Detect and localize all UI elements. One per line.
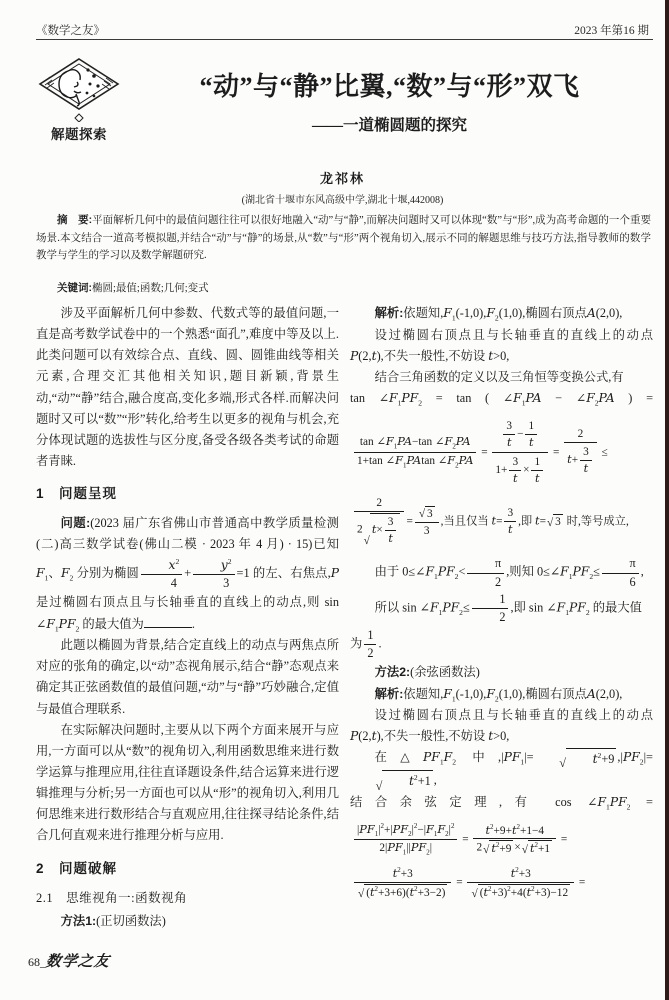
- paragraph: 解析:依题知$,F_1(-1,0),F_2(1,0)$,椭圆右顶点A(2,0),: [374, 306, 623, 323]
- page-header: [36, 22, 649, 38]
- keywords-text: 椭圆;最值;函数;几何;变式: [92, 283, 209, 294]
- formula-block: $\frac{|PF_1|^2+|PF_2|^2-|F_1F_2|^2}{2|PF_1||PF_2|}$ = $t^2+9+t^2+1-4$ 2 √ $t^2+9$ × √ $t^2+1$ =: [350, 821, 653, 859]
- formula-block: $\tan \angle F_1PF_2 = \tan$ ( $\angle F_1PA$ − $\angle F_2PA$ ) =: [350, 390, 653, 408]
- paragraph: 解析:依题知$,F_1(-1,0),F_2(1,0)$,椭圆右顶点A(2,0),: [374, 686, 623, 704]
- paragraph: 问题:(2023 届广东省佛山市普通高中教学质量检测(二)高三数学试卷(佛山二模 · 2023 年 4 月) · 15)已知 $F_1$、$F_2$ 分别为椭圆 $\frac{x^2}{4}$ + $\frac{y^2}{3}$ =1 的左、右焦点,P 是过椭圆右顶点且与长轴垂直的直线上的动点,则 $\sin \angle F_1PF_2$ 的最大值为 .: [36, 516, 339, 634]
- author-affiliation: (湖北省十堰市东风高级中学,湖北十堰,442008): [241, 195, 444, 206]
- section-heading: 2 问题破解: [36, 860, 118, 876]
- paragraph: 此题以椭圆为背景,结合定直线上的动点与两焦点所对应的张角的确定,以“动”态视角展示,结合“静”态观点来确定其正弦函数值的最值问题,“动”与“静”巧妙融合,定值与最值合理联系.: [36, 638, 339, 716]
- header-rule: [36, 39, 653, 40]
- abstract-label: 摘 要:: [57, 214, 93, 226]
- section-heading: 1 问题呈现: [36, 486, 118, 502]
- formula-block: 2 2 √ t× $\frac{3}{t}$ = √ 3 3 ,当且仅当 t= $\frac{3}{t}$ ,即 t= √ 3 时,等号成立,: [350, 495, 653, 548]
- column-logo-label: 解题探索: [51, 127, 107, 142]
- article-title: “动”与“静”比翼,“数”与“形”双飞: [199, 72, 580, 101]
- formula-block: $t^2+3$ √ $(t^2+3+6)(t^2+3-2)$ = $t^2+3$ √ $(t^2+3)^2+4(t^2+3)-12$ =: [350, 865, 653, 901]
- paragraph: 在$\triangle PF_1F_2$ 中$,|PF_1|=$ √ $t^2+9$ $,|PF_2|=$ √ $t^2+1$ ,: [350, 747, 653, 792]
- keywords-label: 关键词:: [57, 282, 92, 294]
- column-logo: [36, 58, 122, 143]
- author-name: 龙祁林: [319, 171, 365, 186]
- paragraph: 结合三角函数的定义以及三角恒等变换公式,有: [374, 369, 624, 384]
- subsection-heading: 2.1 思维视角一:函数视角: [36, 890, 188, 905]
- thinker-emblem-icon: [38, 58, 120, 122]
- paragraph: 方法2:(余弦函数法): [374, 665, 480, 680]
- abstract-text: 平面解析几何中的最值问题往往可以很好地融入“动”与“静”,而解决问题时又可以体现“数”与“形”,成为高考命题的一个重要场景.本文结合一道高考模拟题,并结合“动”与“静”的场景,从“数”与“形”两个视角切入,展示不同的解题思维与技巧方法,指导教师的数学教学与学生的学习以及数学解题研究.: [36, 215, 652, 262]
- paragraph: 设过椭圆右顶点且与长轴垂直的直线上的动点 P(2,t),不失一般性,不妨设 t>0,: [350, 327, 653, 363]
- journal-name: 《数学之友》: [36, 25, 105, 37]
- paragraph: 为 $\frac{1}{2}$ .: [350, 627, 382, 661]
- paragraph: 由于 $0\le\angle F_1PF_2<$ $\frac{\pi}{2}$ ,则知 $0\le\angle F_1PF_2\le$ $\frac{\pi}{6}$ ,: [374, 556, 644, 589]
- page-number: 68: [28, 955, 40, 969]
- paragraph: 在实际解决问题时,主要从以下两个方面来展开与应用,一方面可以从“数”的视角切入,利用函数思维来进行数学运算与推理应用,往往直译题设条件,结合运算来进行逻辑推理与分析;另一方面也可以从“形”的视角切入,利用几何思维来进行数形结合与直观应用,往往探寻结论条件,结合几何直观来进行推理分析与应用.: [36, 722, 339, 843]
- abstract: [36, 212, 651, 265]
- issue-label: 2023 年第16 期: [574, 25, 649, 37]
- page-edge-line: [665, 0, 669, 1000]
- formula-block: 结合余弦定理,有 $\cos \angle F_1PF_2$ =: [350, 795, 653, 812]
- right-column: [350, 303, 653, 908]
- page-footer: [28, 950, 110, 971]
- journal-brand: 数学之友: [45, 954, 111, 970]
- left-column: [36, 303, 339, 932]
- paragraph: 涉及平面解析几何中参数、代数式等的最值问题,一直是高考数学试卷中的一个熟悉“面孔”,难度中等及以上.此类问题可以有效综合点、直线、圆、圆锥曲线等相关元素,合理交汇其他相关知识,题目新颖,背景生动,“动”“静”结合,融合度高,变化多端,形式各样.而解决问题时又可以“数”“形”转化,给考生以更多的视角与机会,充分体现试题的选拔性与区分度,备受各级各类考试的命题者青睐.: [36, 306, 339, 468]
- paragraph: 所以 $\sin \angle F_1PF_2\le$ $\frac{1}{2}$ ,即 $\sin \angle F_1PF_2$ 的最大值: [374, 592, 642, 625]
- formula-block: $\frac{\tan \angle F_1PA-\tan \angle F_2PA}{1+\tan \angle F_1PAtan \angle F_2PA}$ = $\frac{3}{t}$ − $\frac{1}{t}$ 1+ $\frac{3}{t}$ × $\frac{1}{t}$ = 2 t+ $\frac{3}{t}$ ≤: [350, 417, 653, 488]
- keywords: [36, 280, 651, 295]
- article-subtitle: ——一道椭圆题的探究: [311, 117, 467, 134]
- paragraph: 方法1:(正切函数法): [60, 914, 166, 929]
- paragraph: 设过椭圆右顶点且与长轴垂直的直线上的动点 P(2,t),不失一般性,不妨设 t>0,: [350, 708, 653, 744]
- footer-separator: _: [40, 955, 46, 969]
